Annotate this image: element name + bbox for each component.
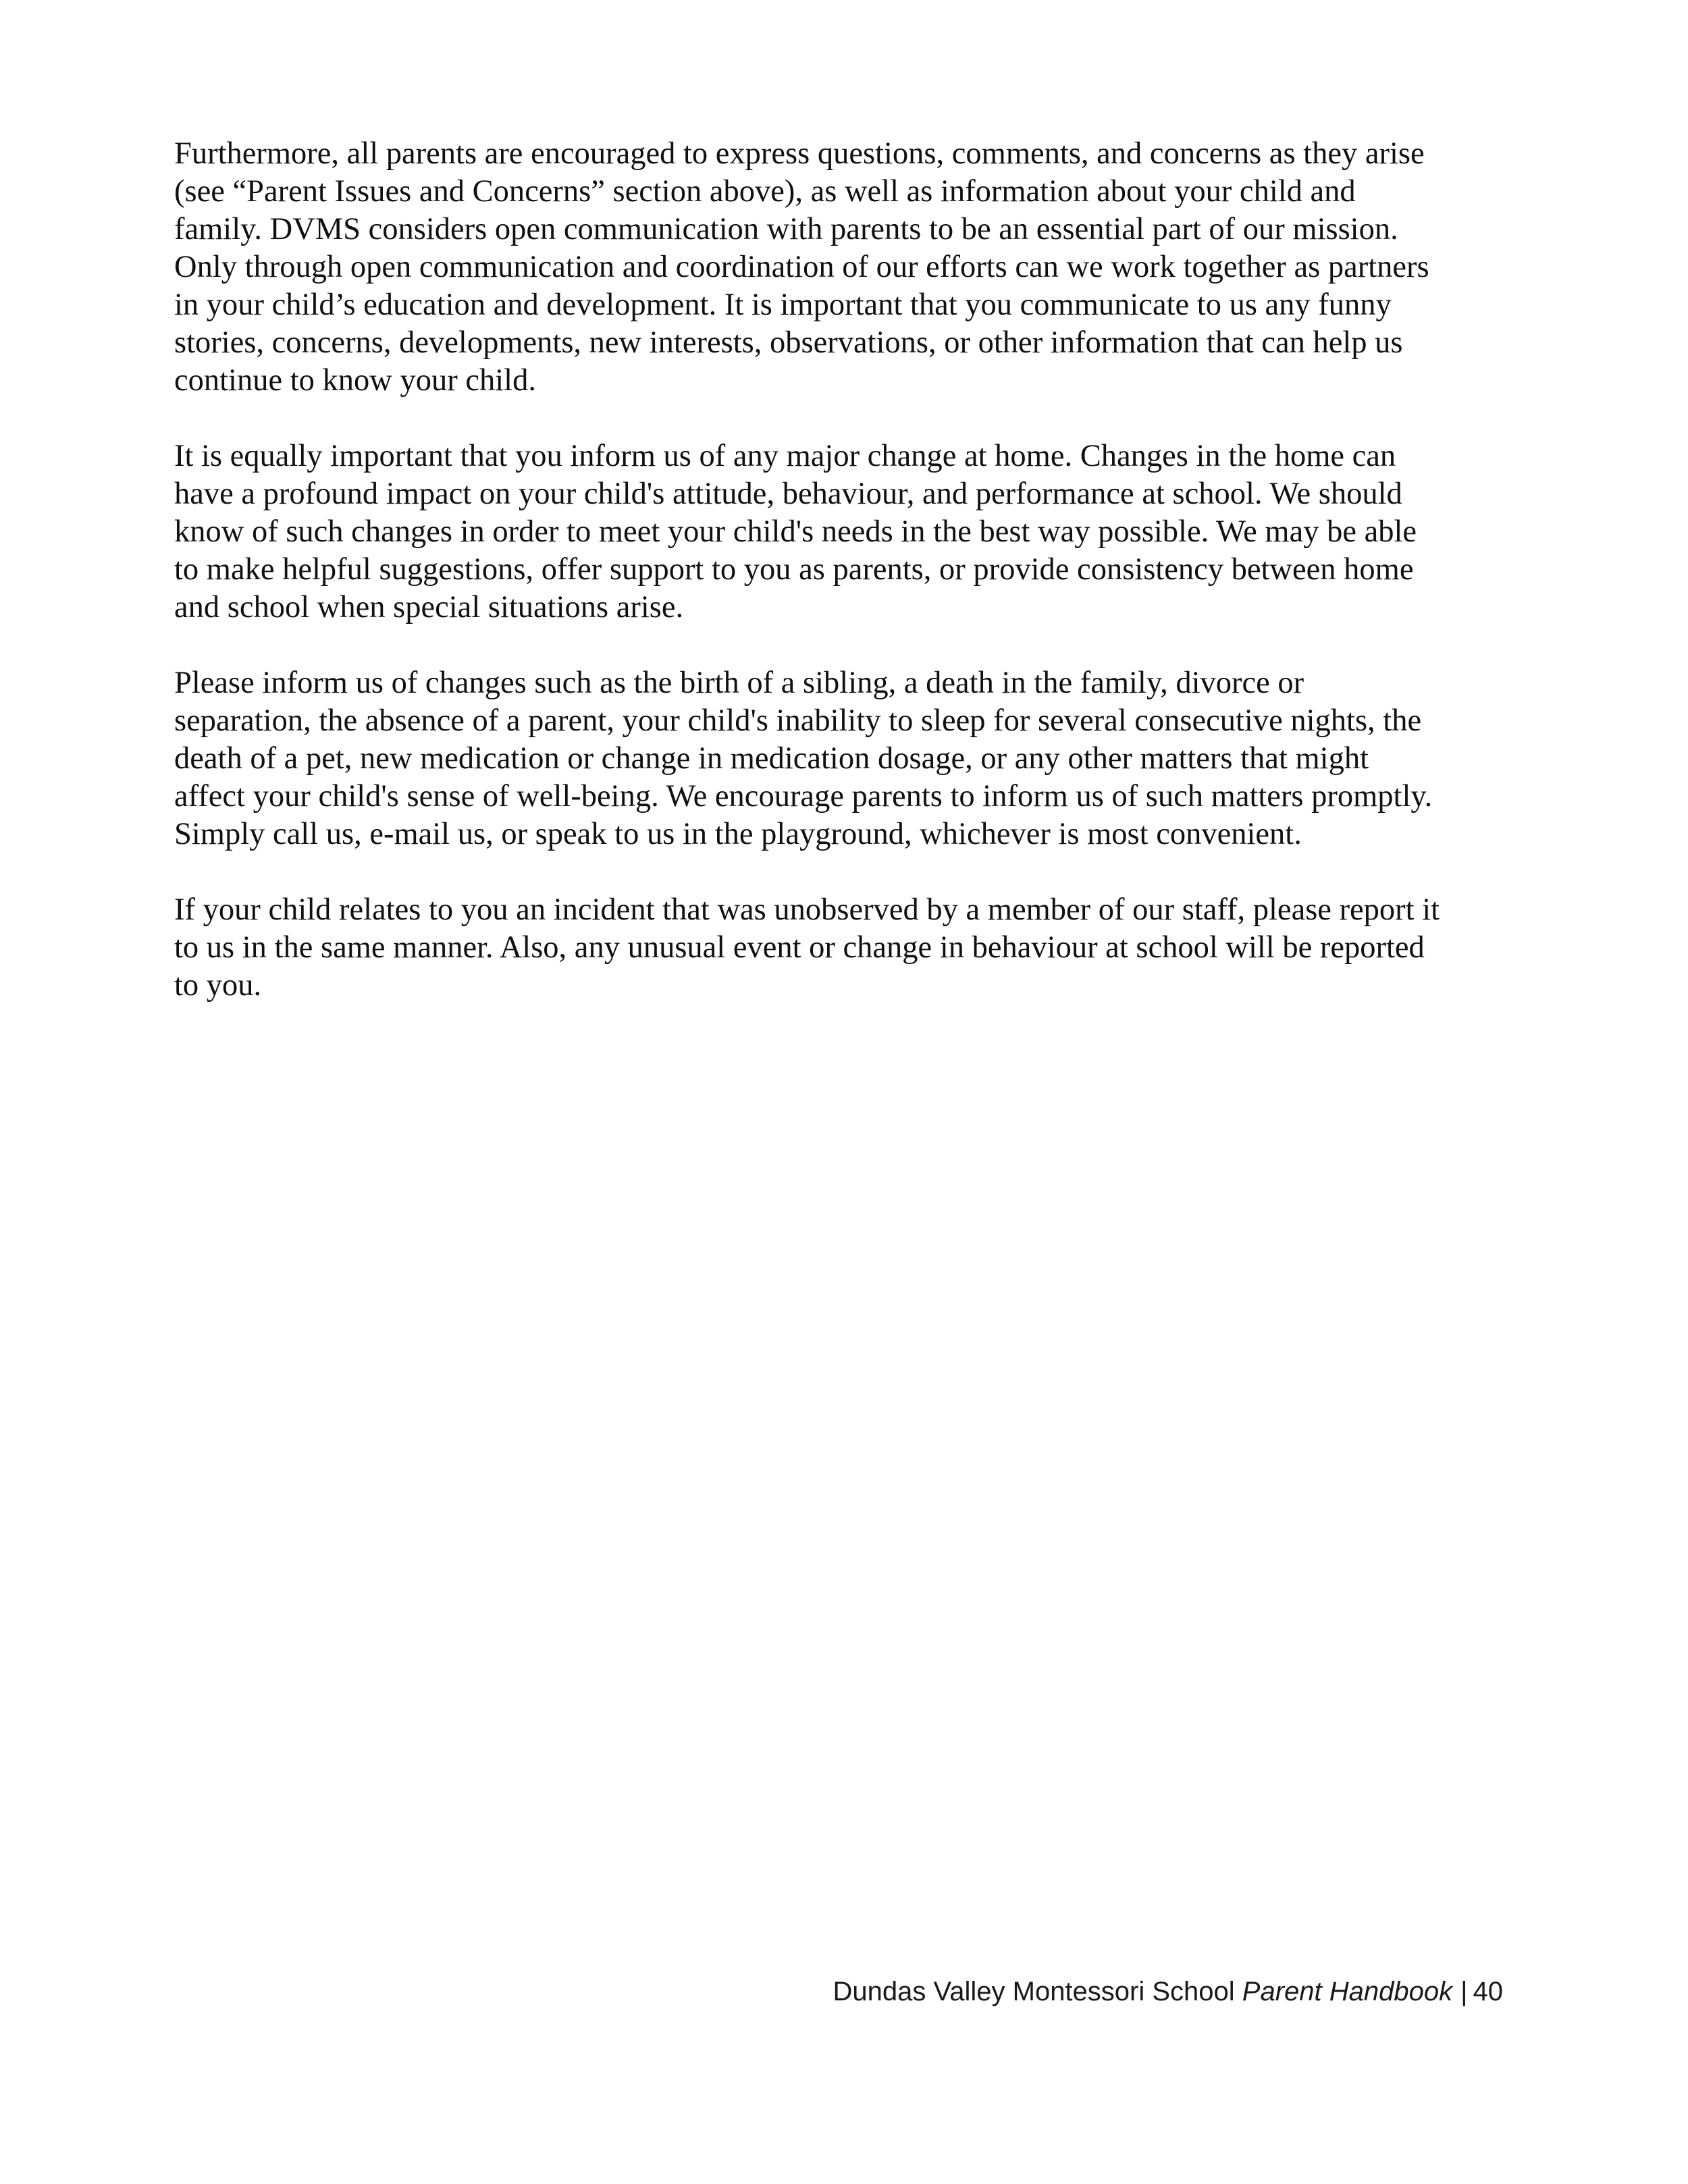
text-line: Only through open communication and coordination of our efforts can we work together as partners: [174, 250, 1429, 284]
text-line: affect your child's sense of well-being. We encourage parents to inform us of such matters promptly.: [174, 779, 1433, 814]
text-line: death of a pet, new medication or change in medication dosage, or any other matters that might: [174, 741, 1369, 776]
paragraph-incident-reporting: [174, 891, 1525, 1005]
text-line: stories, concerns, developments, new interests, observations, or other information that can help us: [174, 325, 1403, 360]
paragraph-parent-communication: [174, 135, 1525, 400]
footer-separator: |: [1460, 1977, 1468, 2006]
text-line: continue to know your child.: [174, 363, 536, 398]
footer-school-name: Dundas Valley Montessori School: [833, 1977, 1242, 2006]
text-line: Simply call us, e-mail us, or speak to us in the playground, whichever is most convenient.: [174, 817, 1302, 851]
text-line: Furthermore, all parents are encouraged to express questions, comments, and concerns as they arise: [174, 136, 1425, 171]
text-line: to make helpful suggestions, offer support to you as parents, or provide consistency between home: [174, 552, 1414, 587]
paragraph-inform-of-changes: [174, 664, 1525, 853]
text-line: to us in the same manner. Also, any unusual event or change in behaviour at school will be reported: [174, 930, 1425, 965]
text-line: separation, the absence of a parent, your child's inability to sleep for several consecutive nights, the: [174, 703, 1422, 738]
text-line: and school when special situations arise.: [174, 590, 684, 624]
body-text: [174, 135, 1525, 1042]
text-line: It is equally important that you inform us of any major change at home. Changes in the home can: [174, 439, 1396, 473]
text-line: family. DVMS considers open communication with parents to be an essential part of our mission.: [174, 212, 1398, 246]
page-number: 40: [1473, 1977, 1503, 2006]
text-line: in your child’s education and development. It is important that you communicate to us any funny: [174, 288, 1392, 322]
footer-handbook-title: Parent Handbook: [1242, 1977, 1453, 2006]
text-line: have a profound impact on your child's attitude, behaviour, and performance at school. We should: [174, 477, 1402, 511]
text-line: Please inform us of changes such as the birth of a sibling, a death in the family, divorce or: [174, 666, 1304, 700]
text-line: to you.: [174, 968, 262, 1003]
text-line: (see “Parent Issues and Concerns” section above), as well as information about your child and: [174, 174, 1356, 209]
page-footer: [833, 1977, 1503, 2007]
text-line: If your child relates to you an incident that was unobserved by a member of our staff, please report it: [174, 893, 1440, 927]
paragraph-major-change-at-home: [174, 437, 1525, 627]
text-line: know of such changes in order to meet your child's needs in the best way possible. We may be able: [174, 514, 1417, 549]
